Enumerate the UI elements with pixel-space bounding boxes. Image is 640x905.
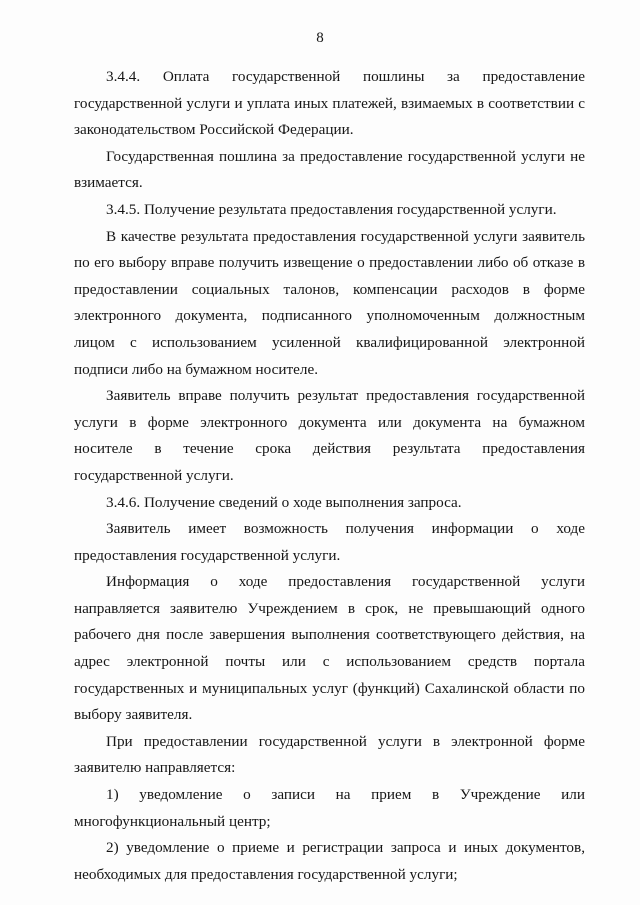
- paragraph-electronic-form: При предоставлении государственной услуги в электронной форме заявителю направляется:: [74, 732, 585, 777]
- list-item-1: 1) уведомление о записи на прием в Учреждение или многофункциональный центр;: [74, 786, 585, 830]
- paragraph-3-4-5: 3.4.5. Получение результата предоставления государственной услуги.: [106, 200, 557, 218]
- paragraph-result-receipt: Заявитель вправе получить результат предоставления государственной услуги в форме электронного документа или документа на бумажном носителе в течение срока действия результата предоставления государственной услуги.: [74, 387, 585, 484]
- page-number: 8: [316, 30, 324, 46]
- paragraph-progress-delivery: Информация о ходе предоставления государственной услуги направляется заявителю Учреждением в срок, не превышающий одного рабочего дня после завершения выполнения соответствующего действия, на адрес электронной почты или с использованием средств портала государственных и муниципальных услуг (функций) Сахалинской области по выбору заявителя.: [74, 573, 585, 724]
- document-body: [74, 64, 585, 888]
- paragraph-3-4-6: 3.4.6. Получение сведений о ходе выполнения запроса.: [106, 493, 462, 511]
- paragraph-progress-info: Заявитель имеет возможность получения информации о ходе предоставления государственной услуги.: [74, 520, 585, 564]
- paragraph-fee-not-charged: Государственная пошлина за предоставление государственной услуги не взимается.: [74, 147, 585, 192]
- paragraph-3-4-4: 3.4.4. Оплата государственной пошлины за предоставление государственной услуги и уплата иных платежей, взимаемых в соответствии с законодательством Российской Федерации.: [74, 68, 585, 139]
- list-item-2: 2) уведомление о приеме и регистрации запроса и иных документов, необходимых для предоставления государственной услуги;: [74, 839, 585, 883]
- paragraph-result-options: В качестве результата предоставления государственной услуги заявитель по его выбору вправе получить извещение о предоставлении либо об отказе в предоставлении социальных талонов, компенсации расходов в форме электронного документа, подписанного уполномоченным должностным лицом с использованием усиленной квалифицированной электронной подписи либо на бумажном носителе.: [74, 227, 585, 378]
